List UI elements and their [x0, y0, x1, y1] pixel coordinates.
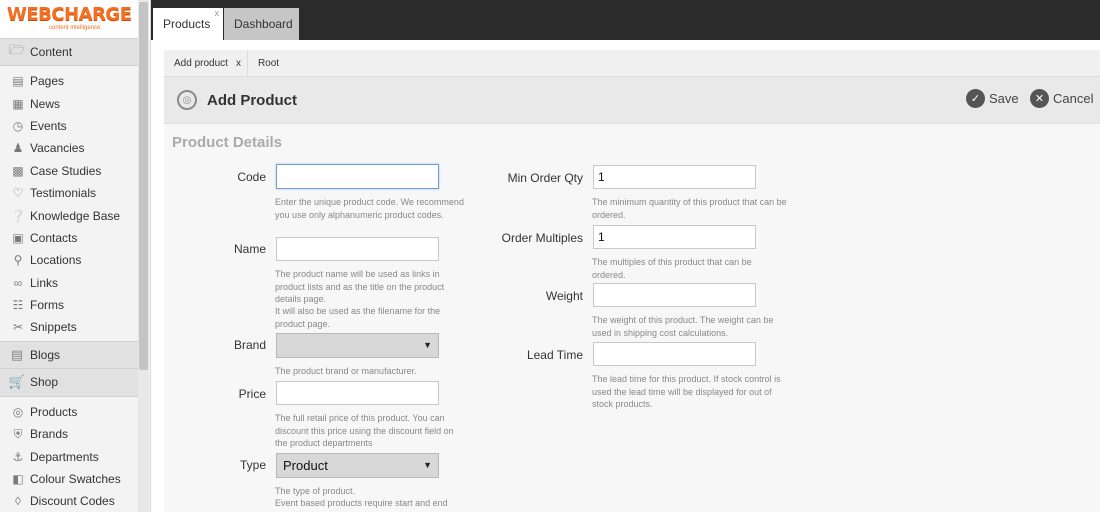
- sidebar-item-label: Case Studies: [30, 163, 102, 178]
- tab-dashboard[interactable]: [224, 8, 299, 40]
- page-title: Add Product: [207, 91, 297, 109]
- sidebar-item-label: Brands: [30, 427, 69, 442]
- save-button[interactable]: [966, 89, 1019, 108]
- sidebar: [0, 0, 151, 512]
- dropdown-arrow-icon: ▼: [423, 340, 432, 350]
- sidebar-item-label: Snippets: [30, 320, 77, 335]
- pin-icon: ⚲: [13, 253, 23, 268]
- briefcase-icon: ▩: [12, 163, 24, 178]
- breadcrumb-current[interactable]: Add product: [174, 57, 228, 69]
- content-nav-list: [0, 66, 138, 341]
- cancel-button[interactable]: [1030, 89, 1093, 108]
- sidebar-item-knowledge-base[interactable]: [0, 204, 138, 226]
- price-help: The full retail price of this product. You can discount this price using the discount field on the product departments: [275, 413, 454, 448]
- cancel-label: Cancel: [1053, 91, 1094, 106]
- top-bar: [151, 0, 1100, 40]
- sidebar-item-departments[interactable]: [0, 445, 138, 467]
- scrollbar-thumb[interactable]: [139, 2, 148, 370]
- scissors-icon: ✂: [12, 320, 24, 335]
- person-icon: ♟: [12, 141, 24, 156]
- name-input[interactable]: [276, 237, 439, 261]
- dropdown-arrow-icon: ▼: [423, 460, 432, 470]
- sidebar-section-label: Content: [30, 45, 73, 59]
- sidebar-item-forms[interactable]: [0, 294, 138, 316]
- lead-time-label: Lead Time: [526, 348, 583, 362]
- form-area: [164, 125, 1100, 512]
- name-help: The product name will be used as links in product lists and as the title on the product details page.: [275, 269, 445, 304]
- pages-icon: ▤: [12, 74, 24, 89]
- forms-icon: ☷: [12, 298, 24, 313]
- lead-time-help: The lead time for this product. If stock control is used the lead time will be displayed for out of stock products.: [592, 374, 781, 409]
- sidebar-item-brands[interactable]: [0, 423, 138, 445]
- sidebar-item-news[interactable]: [0, 92, 138, 114]
- tab-close-icon[interactable]: x: [214, 8, 219, 18]
- sidebar-item-label: Testimonials: [30, 186, 97, 201]
- sidebar-item-label: Events: [30, 118, 67, 133]
- main-panel: [164, 50, 1100, 512]
- min-order-qty-input[interactable]: [593, 165, 756, 189]
- type-selected: Product: [283, 458, 328, 473]
- sidebar-item-testimonials[interactable]: [0, 182, 138, 204]
- swatch-icon: ◧: [12, 472, 24, 487]
- price-input[interactable]: [276, 381, 439, 405]
- breadcrumb: [164, 50, 1100, 77]
- sidebar-item-locations[interactable]: [0, 249, 138, 271]
- min-order-qty-label: Min Order Qty: [507, 171, 583, 185]
- breadcrumb-close-icon[interactable]: x: [235, 57, 241, 69]
- sidebar-item-snippets[interactable]: [0, 316, 138, 338]
- cart-icon: 🛒: [8, 374, 26, 390]
- logo-text: WEBCHARGE: [7, 4, 132, 25]
- products-icon: ◎: [12, 404, 24, 419]
- order-multiples-input[interactable]: [593, 225, 756, 249]
- weight-help: The weight of this product. The weight can be used in shipping cost calculations.: [592, 315, 774, 338]
- logo-tagline: content intelligence: [49, 25, 101, 31]
- code-input[interactable]: [276, 164, 439, 189]
- save-label: Save: [989, 91, 1019, 106]
- logo[interactable]: [0, 0, 150, 40]
- sidebar-section-label: Blogs: [30, 347, 61, 362]
- type-select[interactable]: [276, 453, 439, 478]
- name-help-filename: It will also be used as the filename for the product page.: [275, 306, 441, 329]
- sidebar-item-label: Locations: [30, 253, 82, 268]
- page-header: [164, 77, 1100, 124]
- link-icon: ∞: [13, 275, 23, 290]
- product-icon: ◎: [177, 90, 197, 110]
- sidebar-item-case-studies[interactable]: [0, 160, 138, 182]
- shield-icon: ⛨: [13, 426, 23, 441]
- sidebar-item-events[interactable]: [0, 115, 138, 137]
- sidebar-item-pages[interactable]: [0, 70, 138, 92]
- weight-input[interactable]: [593, 283, 756, 307]
- tab-label: Products: [163, 17, 211, 31]
- order-multiples-label: Order Multiples: [501, 231, 583, 245]
- section-title: Product Details: [172, 134, 283, 151]
- sidebar-section-content[interactable]: [0, 38, 138, 66]
- sidebar-item-label: Forms: [30, 298, 64, 313]
- sidebar-item-links[interactable]: [0, 272, 138, 294]
- brand-select[interactable]: [276, 333, 439, 358]
- brand-label: Brand: [233, 338, 266, 352]
- tab-products[interactable]: [153, 8, 223, 40]
- tag-icon: ◊: [15, 494, 21, 509]
- sidebar-scrollbar[interactable]: [138, 0, 149, 512]
- sidebar-item-products[interactable]: [0, 401, 138, 423]
- departments-icon: ⚓: [12, 449, 24, 464]
- tab-label: Dashboard: [234, 17, 293, 31]
- type-label: Type: [239, 458, 266, 472]
- sidebar-item-label: Links: [30, 275, 59, 290]
- sidebar-item-label: Discount Codes: [30, 494, 115, 509]
- min-order-qty-help: The minimum quantity of this product that can be ordered.: [592, 197, 787, 220]
- sidebar-item-label: Departments: [30, 449, 99, 464]
- question-icon: ❔: [10, 208, 26, 223]
- type-help: The type of product.: [275, 486, 356, 496]
- sidebar-item-label: Pages: [30, 74, 65, 89]
- code-label: Code: [237, 170, 266, 184]
- shop-nav-list: [0, 397, 138, 512]
- folder-icon: 🗁: [8, 42, 26, 57]
- check-icon: ✓: [966, 89, 985, 108]
- breadcrumb-root[interactable]: Root: [247, 50, 289, 77]
- sidebar-section-blogs[interactable]: [0, 341, 138, 369]
- sidebar-item-label: Products: [30, 404, 78, 419]
- code-help: Enter the unique product code. We recommend you use only alphanumeric product codes.: [275, 197, 464, 220]
- sidebar-section-shop[interactable]: [0, 369, 138, 397]
- sidebar-item-label: Contacts: [30, 230, 78, 245]
- sidebar-item-colour-swatches[interactable]: [0, 468, 138, 490]
- sidebar-item-label: Vacancies: [30, 141, 85, 156]
- close-icon: ✕: [1030, 89, 1049, 108]
- brand-help: The product brand or manufacturer.: [275, 366, 417, 376]
- price-label: Price: [238, 387, 266, 401]
- sidebar-item-contacts[interactable]: [0, 227, 138, 249]
- contact-icon: ▣: [12, 230, 24, 245]
- lead-time-input[interactable]: [593, 342, 756, 366]
- heart-icon: ♡: [12, 186, 24, 201]
- sidebar-item-label: Colour Swatches: [30, 472, 121, 487]
- blog-icon: ▤: [10, 346, 24, 362]
- sidebar-item-discount-codes[interactable]: [0, 490, 138, 512]
- weight-label: Weight: [545, 289, 583, 303]
- order-multiples-help: The multiples of this product that can be ordered.: [592, 257, 752, 280]
- sidebar-section-label: Shop: [30, 375, 59, 390]
- type-help-events: Event based products require start and end: [275, 498, 448, 508]
- sidebar-item-label: Knowledge Base: [30, 208, 121, 223]
- sidebar-item-vacancies[interactable]: [0, 137, 138, 159]
- sidebar-item-label: News: [30, 96, 61, 111]
- news-icon: ▦: [12, 96, 24, 111]
- name-label: Name: [233, 242, 266, 256]
- clock-icon: ◷: [12, 118, 24, 133]
